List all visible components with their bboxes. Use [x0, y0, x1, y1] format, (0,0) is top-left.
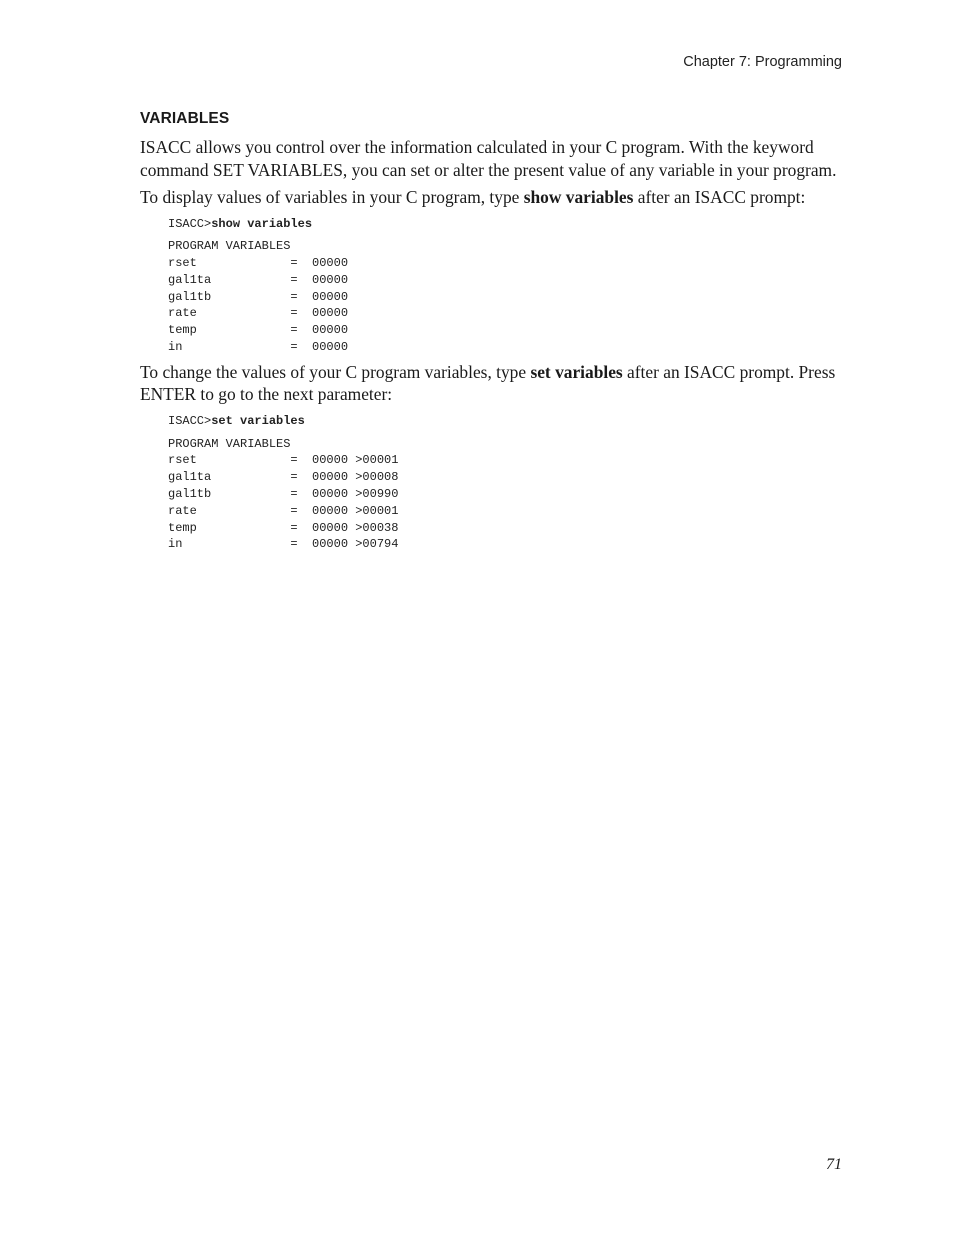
code-prompt-line	[168, 216, 840, 233]
intro-paragraph: ISACC allows you control over the information calculated in your C program. With the keyword command SET VARIABLES, you can set or alter the present value of any variable in your program.	[140, 137, 837, 180]
text-span: after an ISACC prompt. Press ENTER to go to the next parameter:	[140, 361, 836, 405]
output-row: temp = 00000 >00038	[168, 520, 399, 535]
typed-command: set variables	[211, 413, 305, 428]
set-instructions-paragraph	[140, 361, 840, 406]
page-body	[140, 110, 840, 558]
output-row: rate = 00000	[168, 306, 349, 321]
code-output-block	[168, 436, 840, 554]
output-heading: PROGRAM VARIABLES	[168, 239, 291, 254]
output-row: gal1ta = 00000	[168, 272, 349, 287]
output-row: rate = 00000 >00001	[168, 503, 399, 518]
bold-command: show variables	[523, 187, 634, 207]
output-heading: PROGRAM VARIABLES	[168, 436, 291, 451]
prompt-text: ISACC>	[168, 216, 212, 231]
output-row: temp = 00000	[168, 323, 349, 338]
text-span: after an ISACC prompt:	[633, 187, 806, 207]
output-row: in = 00000	[168, 340, 349, 355]
code-prompt-line	[168, 413, 840, 430]
output-row: in = 00000 >00794	[168, 537, 399, 552]
typed-command: show variables	[211, 216, 313, 231]
output-row: gal1tb = 00000	[168, 289, 349, 304]
output-row: rset = 00000 >00001	[168, 453, 399, 468]
output-row: gal1tb = 00000 >00990	[168, 487, 399, 502]
prompt-text: ISACC>	[168, 413, 212, 428]
bold-command: set variables	[530, 361, 623, 382]
code-output-block	[168, 238, 840, 356]
section-title: VARIABLES	[140, 110, 230, 127]
output-row: gal1ta = 00000 >00008	[168, 470, 399, 485]
running-header: Chapter 7: Programming	[683, 54, 842, 70]
output-row: rset = 00000	[168, 256, 349, 271]
text-span: To change the values of your C program variables, type	[140, 361, 531, 382]
show-instructions-paragraph	[140, 186, 840, 209]
text-span: To display values of variables in your C program, type	[140, 187, 524, 207]
page-number: 71	[826, 1156, 842, 1173]
